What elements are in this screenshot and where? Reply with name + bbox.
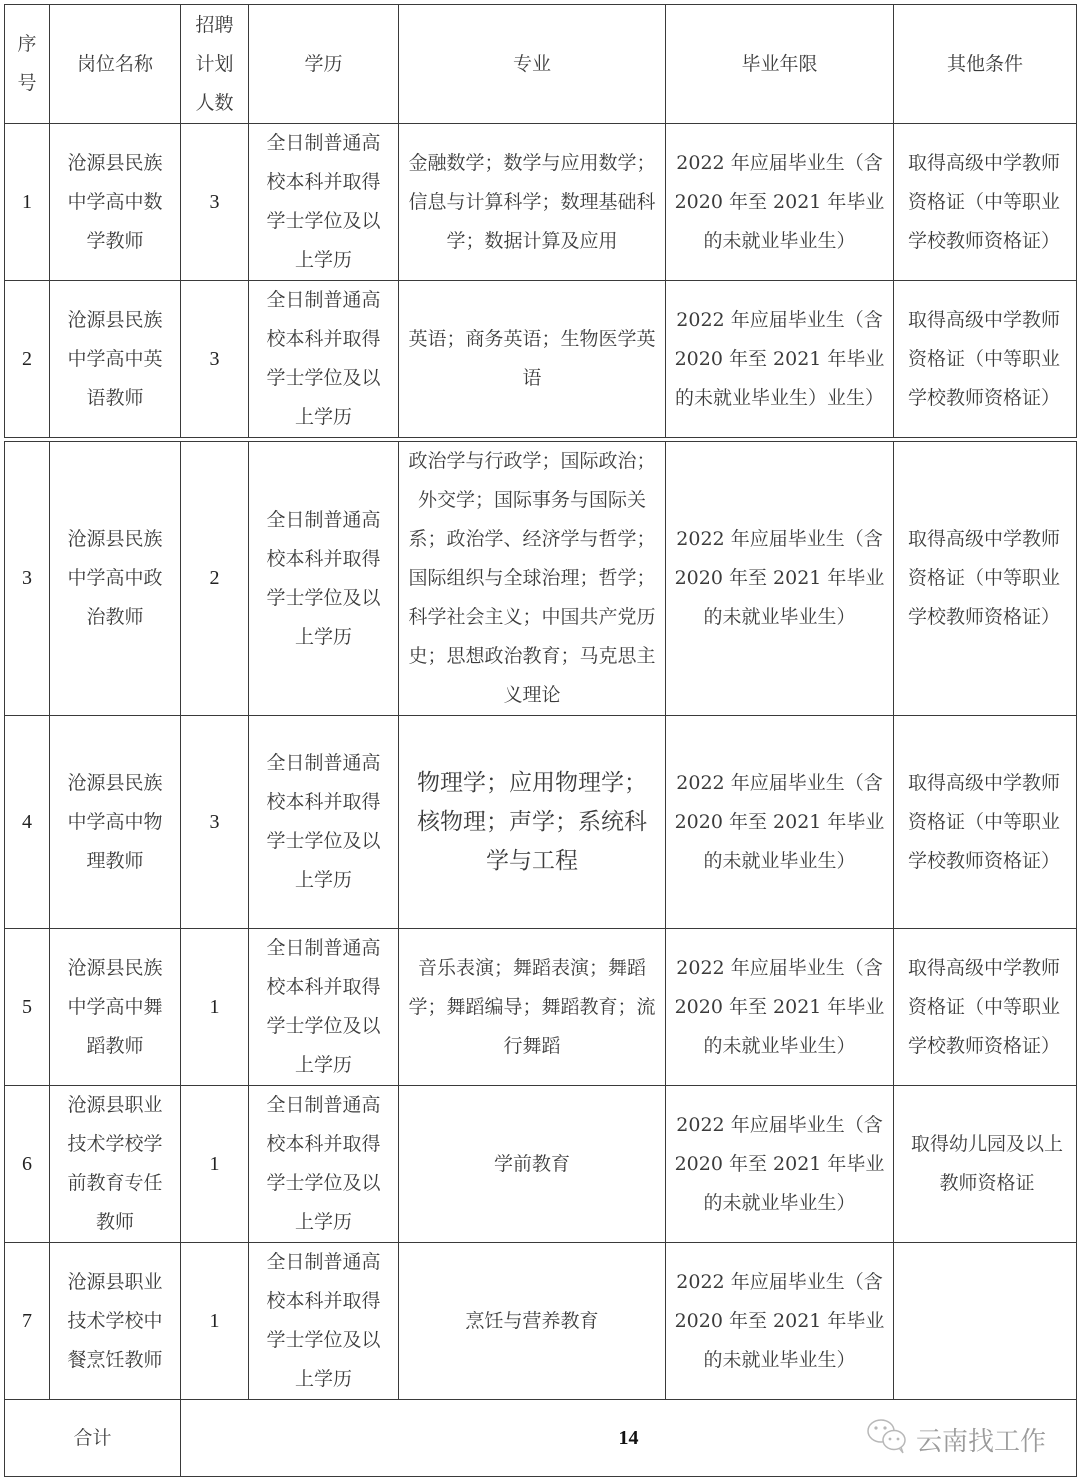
cell-education: 全日制普通高校本科并取得学士学位及以上学历	[249, 124, 399, 281]
cell-quota: 1	[181, 1086, 249, 1243]
header-position: 岗位名称	[50, 5, 181, 124]
cell-other: 取得高级中学教师资格证（中等职业学校教师资格证）	[894, 124, 1077, 281]
watermark	[866, 1418, 1046, 1461]
cell-seq: 7	[5, 1243, 50, 1400]
cell-other: 取得高级中学教师资格证（中等职业学校教师资格证）	[894, 716, 1077, 929]
cell-seq: 1	[5, 124, 50, 281]
cell-other: 取得高级中学教师资格证（中等职业学校教师资格证）	[894, 281, 1077, 438]
cell-major: 金融数学；数学与应用数学；信息与计算科学；数理基础科学；数据计算及应用	[399, 124, 666, 281]
cell-quota: 1	[181, 929, 249, 1086]
cell-major: 学前教育	[399, 1086, 666, 1243]
cell-seq: 6	[5, 1086, 50, 1243]
cell-seq: 4	[5, 716, 50, 929]
table-row	[5, 442, 1077, 716]
cell-education: 全日制普通高校本科并取得学士学位及以上学历	[249, 281, 399, 438]
cell-position: 沧源县职业技术学校学前教育专任教师	[50, 1086, 181, 1243]
cell-graduation: 2022 年应届毕业生（含 2020 年至 2021 年毕业的未就业毕业生）	[666, 124, 894, 281]
wechat-icon	[866, 1418, 910, 1461]
cell-graduation: 2022 年应届毕业生（含 2020 年至 2021 年毕业的未就业毕业生）	[666, 929, 894, 1086]
header-row	[5, 5, 1077, 124]
cell-education: 全日制普通高校本科并取得学士学位及以上学历	[249, 1243, 399, 1400]
cell-major: 烹饪与营养教育	[399, 1243, 666, 1400]
cell-education: 全日制普通高校本科并取得学士学位及以上学历	[249, 1086, 399, 1243]
cell-other: 取得幼儿园及以上教师资格证	[894, 1086, 1077, 1243]
cell-graduation: 2022 年应届毕业生（含 2020 年至 2021 年毕业的未就业毕业生）	[666, 1243, 894, 1400]
cell-graduation: 2022 年应届毕业生（含 2020 年至 2021 年毕业的未就业毕业生）	[666, 1086, 894, 1243]
header-education: 学历	[249, 5, 399, 124]
cell-graduation: 2022 年应届毕业生（含 2020 年至 2021 年毕业的未就业毕业生）	[666, 716, 894, 929]
cell-education: 全日制普通高校本科并取得学士学位及以上学历	[249, 929, 399, 1086]
header-major: 专业	[399, 5, 666, 124]
header-other: 其他条件	[894, 5, 1077, 124]
table-row	[5, 124, 1077, 281]
cell-major: 政治学与行政学；国际政治；外交学；国际事务与国际关系；政治学、经济学与哲学；国际组织与全球治理；哲学；科学社会主义；中国共产党历史；思想政治教育；马克思主义理论	[399, 442, 666, 716]
cell-position: 沧源县职业技术学校中餐烹饪教师	[50, 1243, 181, 1400]
cell-seq: 5	[5, 929, 50, 1086]
cell-seq: 3	[5, 442, 50, 716]
cell-quota: 3	[181, 716, 249, 929]
header-quota: 招聘计划人数	[181, 5, 249, 124]
table-row	[5, 716, 1077, 929]
recruitment-table-part-2	[4, 441, 1077, 1477]
cell-education: 全日制普通高校本科并取得学士学位及以上学历	[249, 442, 399, 716]
cell-position: 沧源县民族中学高中数学教师	[50, 124, 181, 281]
cell-graduation: 2022 年应届毕业生（含 2020 年至 2021 年毕业的未就业毕业生）	[666, 442, 894, 716]
table-row	[5, 929, 1077, 1086]
cell-graduation: 2022 年应届毕业生（含 2020 年至 2021 年毕业的未就业毕业生）业生）	[666, 281, 894, 438]
table-row	[5, 1243, 1077, 1400]
table-row	[5, 281, 1077, 438]
header-graduation: 毕业年限	[666, 5, 894, 124]
cell-quota: 1	[181, 1243, 249, 1400]
cell-quota: 2	[181, 442, 249, 716]
cell-major: 音乐表演；舞蹈表演；舞蹈学；舞蹈编导；舞蹈教育；流行舞蹈	[399, 929, 666, 1086]
cell-quota: 3	[181, 281, 249, 438]
cell-quota: 3	[181, 124, 249, 281]
recruitment-table-part-1	[4, 4, 1077, 438]
table-row	[5, 1086, 1077, 1243]
cell-position: 沧源县民族中学高中物理教师	[50, 716, 181, 929]
cell-other: 取得高级中学教师资格证（中等职业学校教师资格证）	[894, 929, 1077, 1086]
cell-other	[894, 1243, 1077, 1400]
total-label: 合计	[5, 1400, 181, 1477]
header-seq: 序号	[5, 5, 50, 124]
cell-major: 英语；商务英语；生物医学英语	[399, 281, 666, 438]
cell-education: 全日制普通高校本科并取得学士学位及以上学历	[249, 716, 399, 929]
cell-position: 沧源县民族中学高中政治教师	[50, 442, 181, 716]
cell-major: 物理学；应用物理学；核物理；声学；系统科学与工程	[399, 716, 666, 929]
cell-position: 沧源县民族中学高中舞蹈教师	[50, 929, 181, 1086]
cell-seq: 2	[5, 281, 50, 438]
watermark-text: 云南找工作	[916, 1427, 1047, 1457]
cell-position: 沧源县民族中学高中英语教师	[50, 281, 181, 438]
total-value: 14	[618, 1426, 639, 1449]
cell-other: 取得高级中学教师资格证（中等职业学校教师资格证）	[894, 442, 1077, 716]
